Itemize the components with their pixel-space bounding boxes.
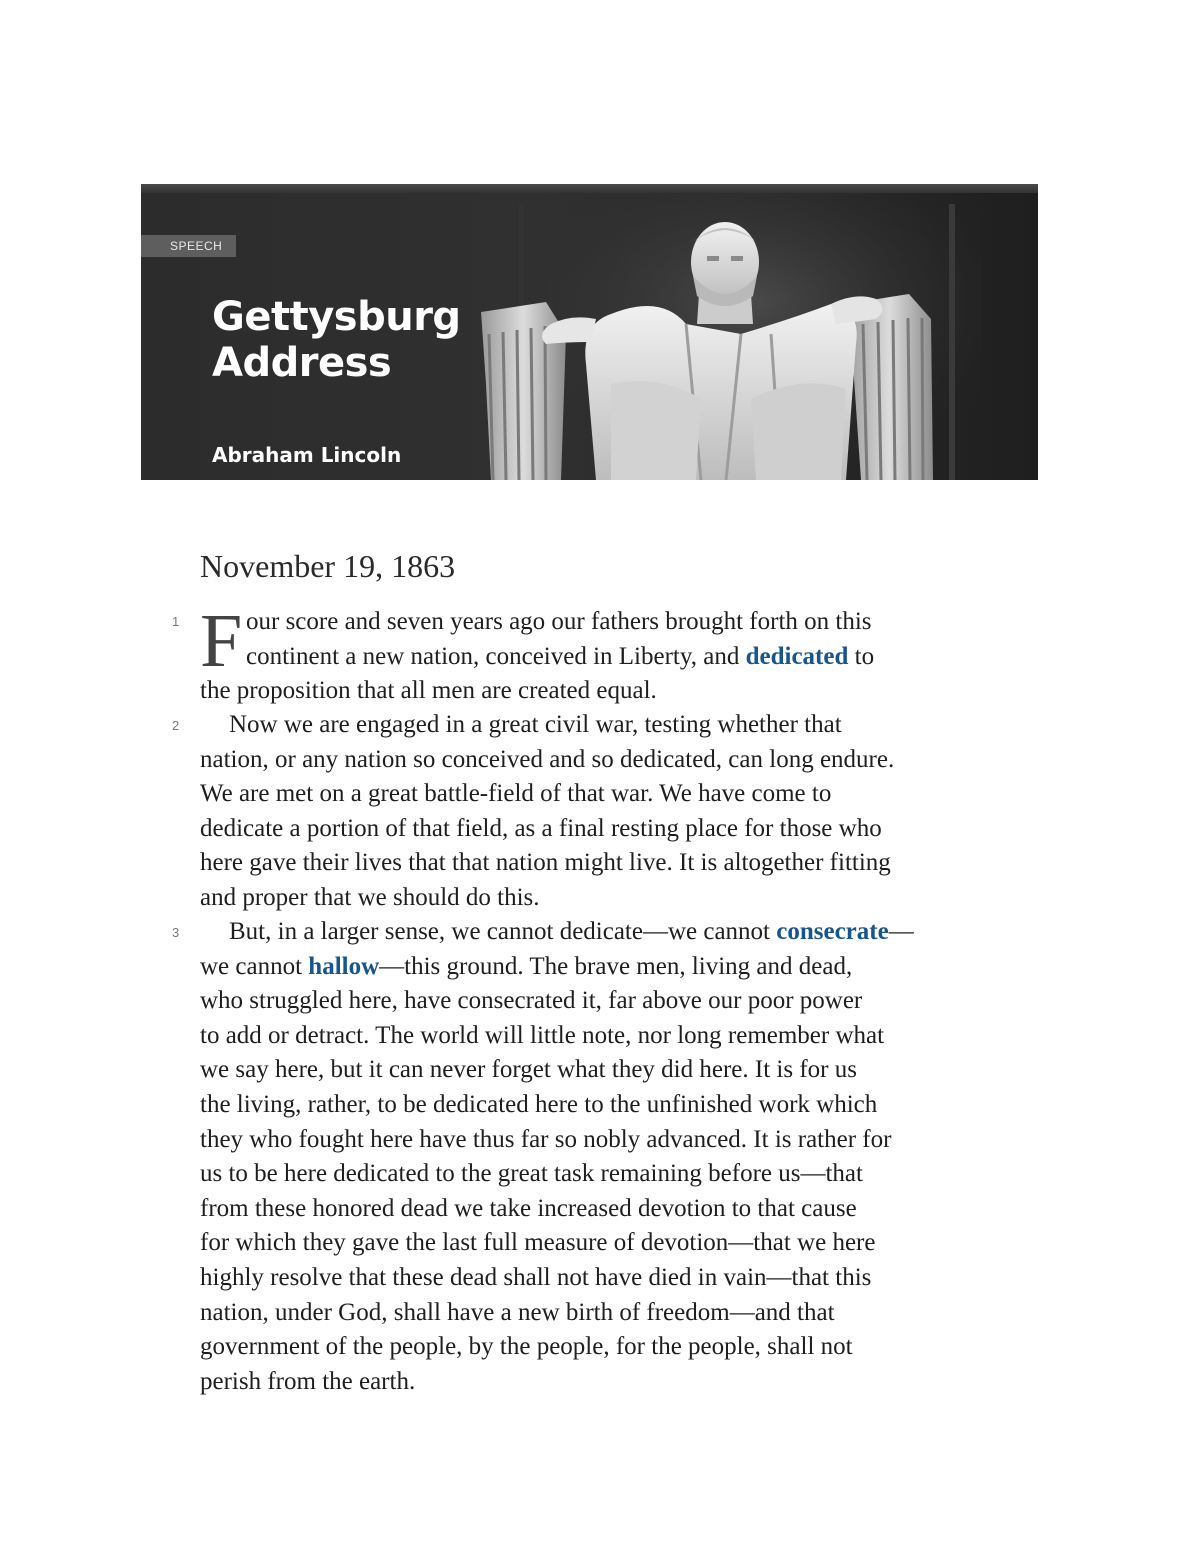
paragraph-number: 3 — [172, 925, 180, 940]
paragraph-number: 2 — [172, 718, 180, 733]
text-run: — — [888, 918, 914, 945]
header-banner — [141, 184, 1038, 480]
vocab-link-consecrate[interactable]: consecrate — [776, 918, 889, 945]
text-line: us to be here dedicated to the great task remaining before us—that — [200, 1160, 863, 1188]
author-name: Abraham Lincoln — [212, 443, 402, 467]
text-line: they who fought here have thus far so nobly advanced. It is rather for — [200, 1125, 892, 1153]
drop-cap: F — [200, 599, 243, 683]
text-run: But, in a larger sense, we cannot dedicate—we cannot — [229, 918, 777, 945]
text-line: the proposition that all men are created equal. — [200, 677, 657, 705]
paragraph-1 — [200, 599, 1020, 709]
text-run: continent a new nation, conceived in Liberty, and — [246, 642, 746, 670]
text-line: perish from the earth. — [200, 1367, 416, 1395]
text-line: dedicate a portion of that field, as a final resting place for those who — [200, 814, 882, 842]
text-line: we say here, but it can never forget what they did here. It is for us — [200, 1056, 857, 1084]
text-line: for which they gave the last full measure of devotion—that we here — [200, 1229, 876, 1257]
paragraph-3 — [200, 915, 1020, 1399]
text-line: here gave their lives that that nation might live. It is altogether fitting — [200, 849, 891, 877]
vocab-link-dedicated[interactable]: dedicated — [745, 642, 849, 670]
text-run: —this ground. The brave men, living and dead, — [379, 952, 853, 980]
text-line: highly resolve that these dead shall not have died in vain—that this — [200, 1263, 872, 1291]
title-line: Gettysburg — [212, 294, 461, 340]
vocab-link-hallow[interactable]: hallow — [308, 952, 380, 980]
paragraph-2 — [200, 708, 1020, 916]
text-line: Now we are engaged in a great civil war, testing whether that — [229, 711, 842, 738]
document-title — [212, 294, 512, 386]
speech-date: November 19, 1863 — [200, 548, 456, 584]
text-run: we cannot — [200, 952, 309, 980]
text-line: government of the people, by the people, for the people, shall not — [200, 1333, 853, 1361]
text-line — [200, 915, 1020, 950]
text-line: our score and seven years ago our fathers brought forth on this — [246, 608, 872, 635]
text-line: nation, under God, shall have a new birth of freedom—and that — [200, 1298, 835, 1326]
category-label: SPEECH — [141, 235, 236, 257]
text-line — [200, 640, 1020, 675]
text-line: to add or detract. The world will little note, nor long remember what — [200, 1021, 885, 1049]
title-line: Address — [212, 340, 392, 386]
text-line: who struggled here, have consecrated it, far above our poor power — [200, 987, 863, 1015]
text-run: to — [848, 642, 875, 670]
banner-top-bar — [141, 184, 1038, 193]
text-line: nation, or any nation so conceived and so dedicated, can long endure. — [200, 745, 895, 773]
text-line: and proper that we should do this. — [200, 883, 540, 911]
text-line: We are met on a great battle-field of that war. We have come to — [200, 780, 832, 808]
text-line — [200, 950, 1020, 985]
paragraph-number: 1 — [172, 614, 180, 629]
text-line: the living, rather, to be dedicated here to the unfinished work which — [200, 1090, 878, 1118]
text-line: from these honored dead we take increased devotion to that cause — [200, 1194, 857, 1222]
